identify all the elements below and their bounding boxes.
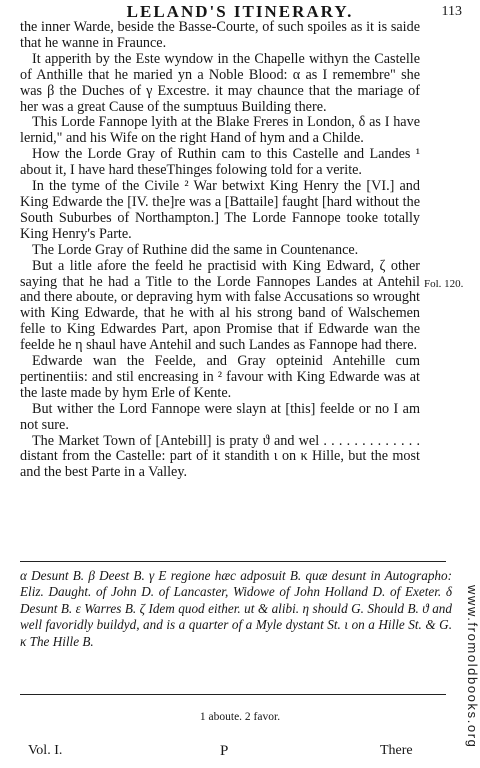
volume-signature: Vol. I. xyxy=(28,743,63,758)
paragraph: The Lorde Gray of Ruthine did the same in Countenance. xyxy=(32,241,359,258)
paragraph: In the tyme of the Civile ² War betwixt King Henry the [VI.] and King Edwarde the [IV. the]re was a [Battaile] faught [hard without the South Suburbes of Northampton.] The Lorde Fannope tooke totally King Henry's Parte. xyxy=(20,178,420,242)
paragraph: How the Lorde Gray of Ruthin cam to this Castelle and Landes ¹ about it, I have hard theseThinges folowing told for a verite. xyxy=(20,146,420,179)
marginal-note: Fol. 120. xyxy=(424,278,464,290)
divider xyxy=(20,694,446,695)
page-number: 113 xyxy=(441,4,462,19)
paragraph: It apperith by the Este wyndow in the Chapelle withyn the Castelle of Anthille that he maried yn a Noble Blood: α as I remembre" she was β the Duches of γ Excestre. it may chaunce that the mariage of her was a great Cause of the sumptuus Building there. xyxy=(20,50,420,115)
divider xyxy=(20,561,446,562)
gathering-letter: P xyxy=(220,743,229,759)
paragraph: But wither the Lord Fannope were slayn at [this] feelde or no I am not sure. xyxy=(20,400,420,433)
paragraph: Edwarde wan the Feelde, and Gray opteinid Antehille cum pertinentiis: and stil encreasing in ² favour with King Edwarde was at the laste made by hym Erle of Kente. xyxy=(20,353,420,401)
running-title: LELAND'S ITINERARY. xyxy=(126,2,354,21)
catchword: There xyxy=(380,743,413,758)
paragraph: But a litle afore the feeld he practisid with King Edward, ζ other saying that he had a Title to the Lorde Fannopes Landes at Antehil and there aboute, or depraving hym with false Accusations so wrought with King Edwarde, that he with al his strong band of Walschemen felle to King Edwardes Part, apon Promise that if Edwarde wan the feelde he η shaul have Antehil and such Landes as Fannope had there. xyxy=(20,257,420,354)
footnote: 1 aboute. 2 favor. xyxy=(199,711,281,723)
main-text xyxy=(20,20,420,481)
paragraph: The Market Town of [Antebill] is praty ϑ and wel . . . . . . . . . . . . . distant from the Castelle: part of it standith ι on κ Hille, but the most and the best Parte in a Valley. xyxy=(20,432,420,481)
paragraph: the inner Warde, beside the Basse-Courte, of such spoiles as it is saide that he wanne in Fraunce. xyxy=(20,19,420,51)
variant-notes xyxy=(20,568,452,650)
notes-paragraph: α Desunt B. β Deest B. γ E regione hæc adposuit B. quæ desunt in Autographo: Eliz. Daught. of John D. of Lancaster, Widowe of John Holland D. of Exeter. δ Desunt B. ε Warres B. ζ Idem quod either. ut & alibi. η should G. Should B. ϑ and well favoridly buildyd, and is a quarter of a Myle dystant St. ι on a Hille St. & G. κ The Hille B. xyxy=(20,568,452,649)
paragraph: This Lorde Fannope lyith at the Blake Freres in London, δ as I have lernid," and his Wife on the right Hand of hym and a Childe. xyxy=(20,114,420,147)
watermark-text: www.fromoldbooks.org xyxy=(465,585,480,749)
